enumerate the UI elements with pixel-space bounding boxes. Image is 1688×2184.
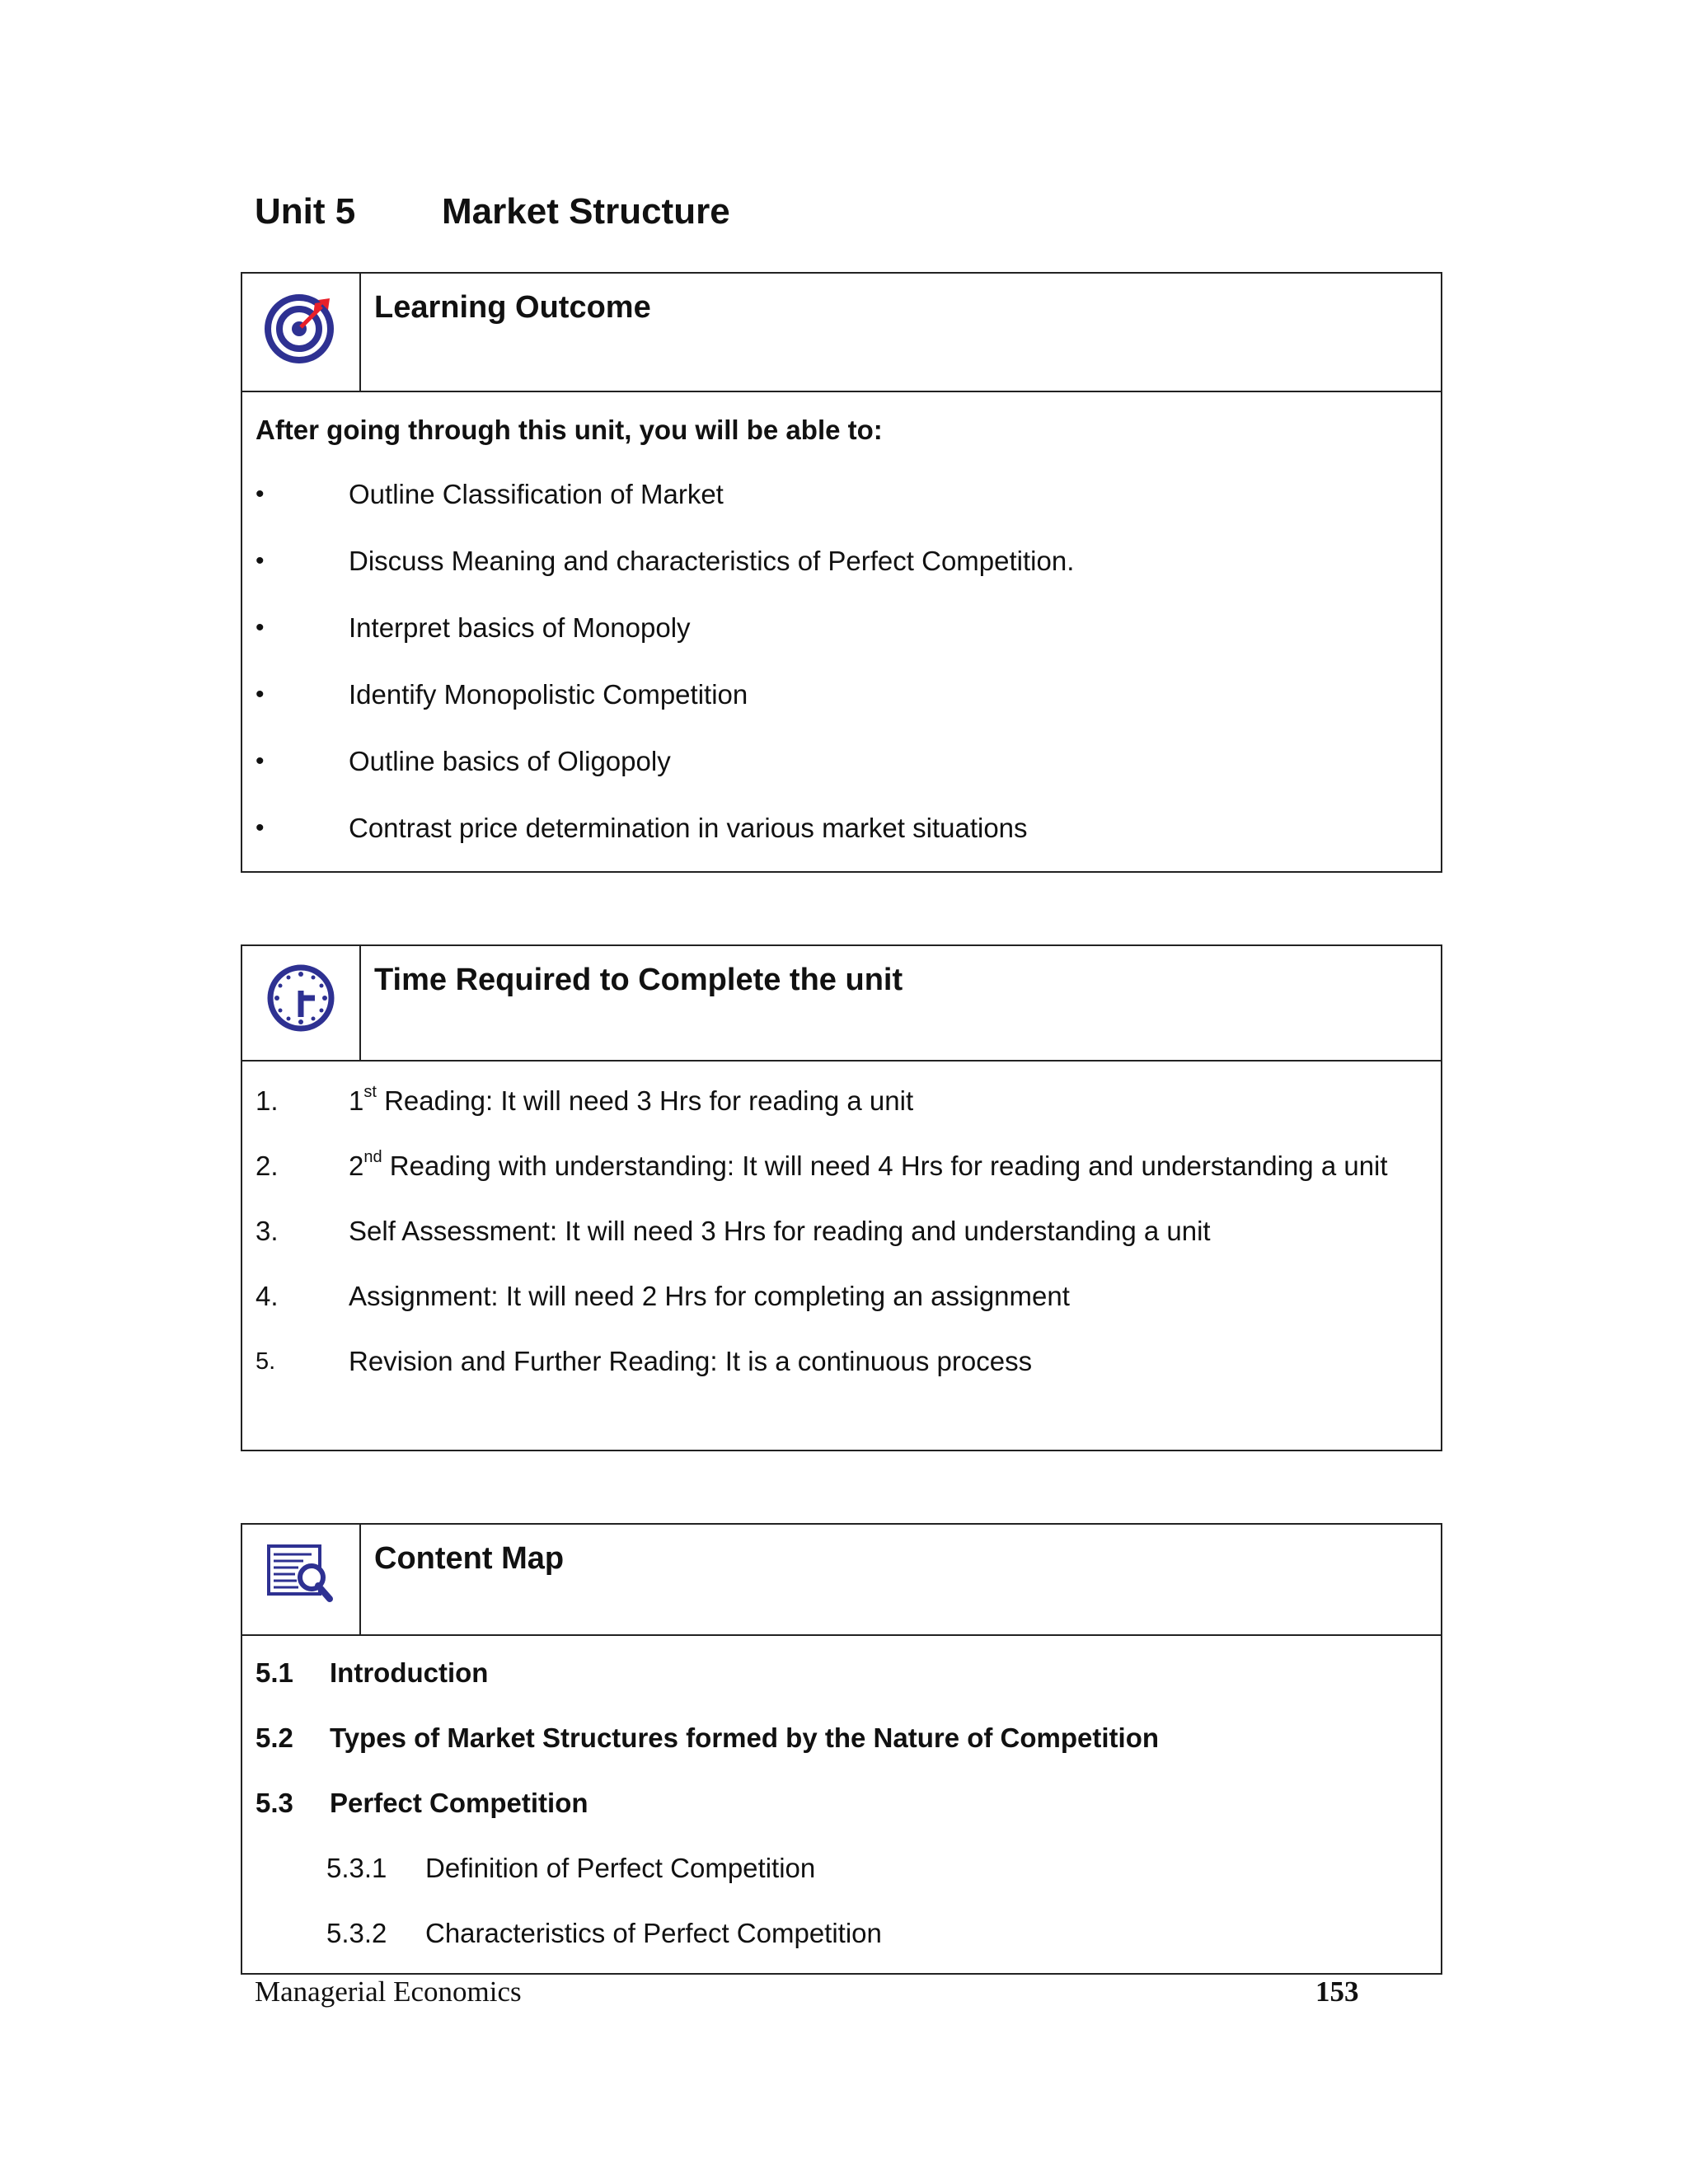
section-number: 5.3 [256, 1788, 293, 1818]
time-required-item [256, 1141, 1428, 1191]
time-required-item [256, 1272, 1428, 1321]
bullet: • [256, 480, 265, 508]
learning-outcome-item [256, 742, 1441, 808]
item-number: 5. [256, 1348, 276, 1375]
bullet: • [256, 681, 265, 708]
item-text: Revision and Further Reading: It is a continuous process [349, 1346, 1033, 1376]
content-map-item [256, 1718, 1441, 1783]
content-map-subitem [256, 1913, 1441, 1978]
bullet: • [256, 614, 265, 641]
content-map-icon-cell [242, 1525, 361, 1634]
section-title: Perfect Competition [330, 1788, 588, 1818]
content-map-item [256, 1783, 1441, 1848]
section-number: 5.2 [256, 1722, 293, 1753]
section-title: Types of Market Structures formed by the Nature of Competition [330, 1722, 1160, 1753]
subsection-title: Definition of Perfect Competition [425, 1853, 816, 1883]
time-required-box [241, 944, 1442, 1451]
learning-outcome-text: Discuss Meaning and characteristics of Perfect Competition. [349, 546, 1075, 576]
section-number: 5.1 [256, 1657, 293, 1688]
bullet: • [256, 748, 265, 775]
time-required-title: Time Required to Complete the unit [374, 963, 903, 997]
time-required-icon-cell [242, 946, 361, 1060]
learning-outcome-text: Interpret basics of Monopoly [349, 612, 691, 643]
learning-outcome-intro: After going through this unit, you will be able to: [256, 415, 883, 445]
subsection-title: Characteristics of Perfect Competition [425, 1918, 882, 1948]
learning-outcome-item [256, 608, 1441, 675]
learning-outcome-item [256, 541, 1441, 608]
item-text: 1st Reading: It will need 3 Hrs for reading a unit [349, 1083, 914, 1116]
item-number: 3. [256, 1216, 279, 1246]
content-map-title: Content Map [374, 1541, 565, 1576]
learning-outcome-box [241, 272, 1442, 873]
time-required-item [256, 1337, 1428, 1386]
content-map-header [242, 1525, 1441, 1636]
item-number: 4. [256, 1281, 279, 1311]
section-title: Introduction [330, 1657, 489, 1688]
time-required-body [242, 1062, 1441, 1386]
bullet: • [256, 547, 265, 574]
time-required-item [256, 1207, 1428, 1256]
footer-page-number: 153 [1315, 1975, 1359, 2008]
item-text: Assignment: It will need 2 Hrs for completing an assignment [349, 1281, 1070, 1311]
document-search-icon [265, 1541, 336, 1604]
subsection-number: 5.3.1 [326, 1853, 387, 1883]
learning-outcome-item [256, 808, 1441, 875]
content-map-box [241, 1523, 1442, 1975]
target-icon [264, 290, 338, 364]
footer-book-title: Managerial Economics [255, 1975, 522, 2008]
content-map-body [242, 1636, 1441, 1978]
unit-number: Unit 5 [255, 191, 356, 232]
bullet: • [256, 814, 265, 841]
learning-outcome-text: Contrast price determination in various market situations [349, 813, 1028, 843]
item-number: 2. [256, 1151, 279, 1181]
clock-icon [265, 963, 336, 1033]
learning-outcome-item [256, 475, 1441, 541]
content-map-subitem [256, 1848, 1441, 1913]
time-required-header [242, 946, 1441, 1062]
time-required-item [256, 1076, 1428, 1126]
learning-outcome-icon-cell [242, 274, 361, 391]
unit-title: Market Structure [442, 191, 730, 232]
item-text: Self Assessment: It will need 3 Hrs for reading and understanding a unit [349, 1216, 1211, 1246]
content-map-item [256, 1652, 1441, 1718]
learning-outcome-item [256, 675, 1441, 742]
subsection-number: 5.3.2 [326, 1918, 387, 1948]
item-text: 2nd Reading with understanding: It will need 4 Hrs for reading and understanding a unit [349, 1148, 1388, 1181]
learning-outcome-text: Outline Classification of Market [349, 479, 724, 509]
learning-outcome-title: Learning Outcome [374, 290, 651, 325]
learning-outcome-text: Identify Monopolistic Competition [349, 679, 748, 710]
learning-outcome-header [242, 274, 1441, 392]
learning-outcome-body [242, 392, 1441, 875]
item-number: 1. [256, 1085, 279, 1116]
learning-outcome-text: Outline basics of Oligopoly [349, 746, 671, 776]
unit-heading [255, 191, 730, 232]
